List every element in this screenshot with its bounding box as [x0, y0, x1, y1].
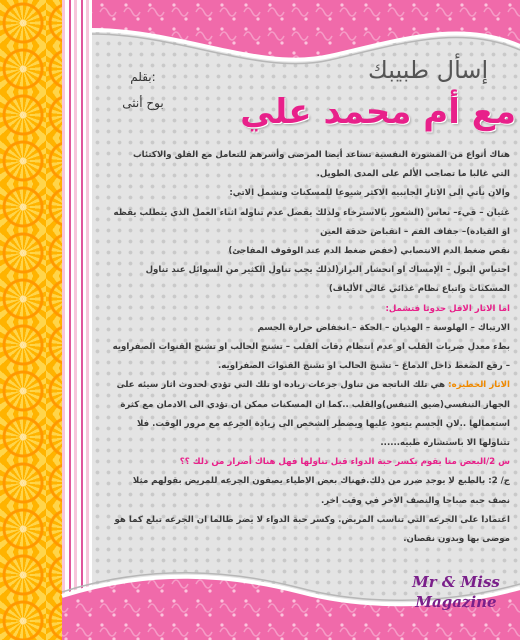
section-title: إسأل طبيبك — [368, 56, 489, 84]
paragraph: نقص ضغط الدم الانتصابي (خفض ضغط الدم عند الوقوف المفاجئ) — [228, 246, 510, 257]
magazine-logo — [392, 572, 520, 612]
doctor-name-title: مع أم محمد علي — [240, 92, 516, 132]
orange-slices-border — [0, 0, 62, 640]
serious-effects-text: هي تلك الناتجه من تناول جرعات زياده او تلك التي تؤدي لحدوث اثار سيئه على الجهاز التنفسي(ضيق التنفس)والقلب ..كما ان المسكنات ممكن ان تؤدي الى الادمان مع كثرة استعمالها ..لان الجسم يتعود عليها ويضطر الشخص الى زيادة الجرعه مع مرور الوقت. فلا تتناولها الا باستشاره طبيه...... — [116, 380, 510, 449]
logo-line-2: Magazine — [415, 593, 497, 611]
answer-paragraph: اعتمادا على الجرعه التي تناسب المريض. وكسر حبة الدواء لا يضر طالما ان الجرعه تبلع كما هو موصى بها وبدون نقصان. — [114, 514, 510, 545]
author-name: بوح أنثى — [122, 96, 164, 110]
paragraph: والان نأتي الى الاثار الجانبيه الاكثر شيوعا للمسكنات وتشمل الاتي: — [229, 188, 510, 199]
by-label: بقلم: — [130, 70, 156, 84]
answer-paragraph: ج/ 2: بالطبع لا يوجد ضرر من ذلك.فهناك بعض الاطباء يصفون الجرعه للمريض بقولهم مثلا نصف حبه صباحا والنصف الاخر في وقت اخر. — [132, 476, 510, 506]
serious-effects-paragraph — [112, 376, 510, 453]
paragraph: بطء معدل ضربات القلب او عدم انتظام دقات القلب – تشنج الحالب او تشنج القنوات الصفراويه – رفع الضغط داخل الدماغ – تشنج الحالب او تشنج القنوات الصفراويه. — [112, 342, 510, 372]
logo-line-1: Mr & Miss — [412, 573, 500, 591]
paragraph: الارتباك – الهلوسة – الهذيان – الحكة – انخفاض حرارة الجسم — [257, 322, 510, 333]
serious-effects-heading: الاثار الخطيره: — [448, 380, 510, 391]
less-common-effects-heading: اما الاثار الاقل حدوثا فتشمل: — [385, 303, 510, 314]
question-text: س 2/البعض منا يقوم بكسر حبة الدواء قبل تناولها فهل هناك أضرار من ذلك ؟؟ — [179, 457, 510, 468]
article-body — [112, 146, 510, 549]
paragraph: غثيان – قيء– نعاس (الشعور بالاسترخاء ولذلك يفضل عدم تناوله اثناء العمل الذي يتطلب يقظه او القياده)– جفاف الفم – انقباض حدقة العين — [113, 207, 510, 237]
paragraph: احتباس البول – الإمساك او انحشار البراز(لذلك يجب تناول الكثير من السوائل عند تناول المسكنات واتباع نظام غذائي عالي الألياف) — [145, 265, 510, 295]
author-byline — [112, 64, 174, 116]
paragraph: هناك أنواع من المشورة النفسية تساعد أيضا المرضى وأسرهم للتعامل مع القلق والاكتئاب التي غالبا ما تصاحب الألم على المدى الطويل. — [133, 150, 510, 180]
